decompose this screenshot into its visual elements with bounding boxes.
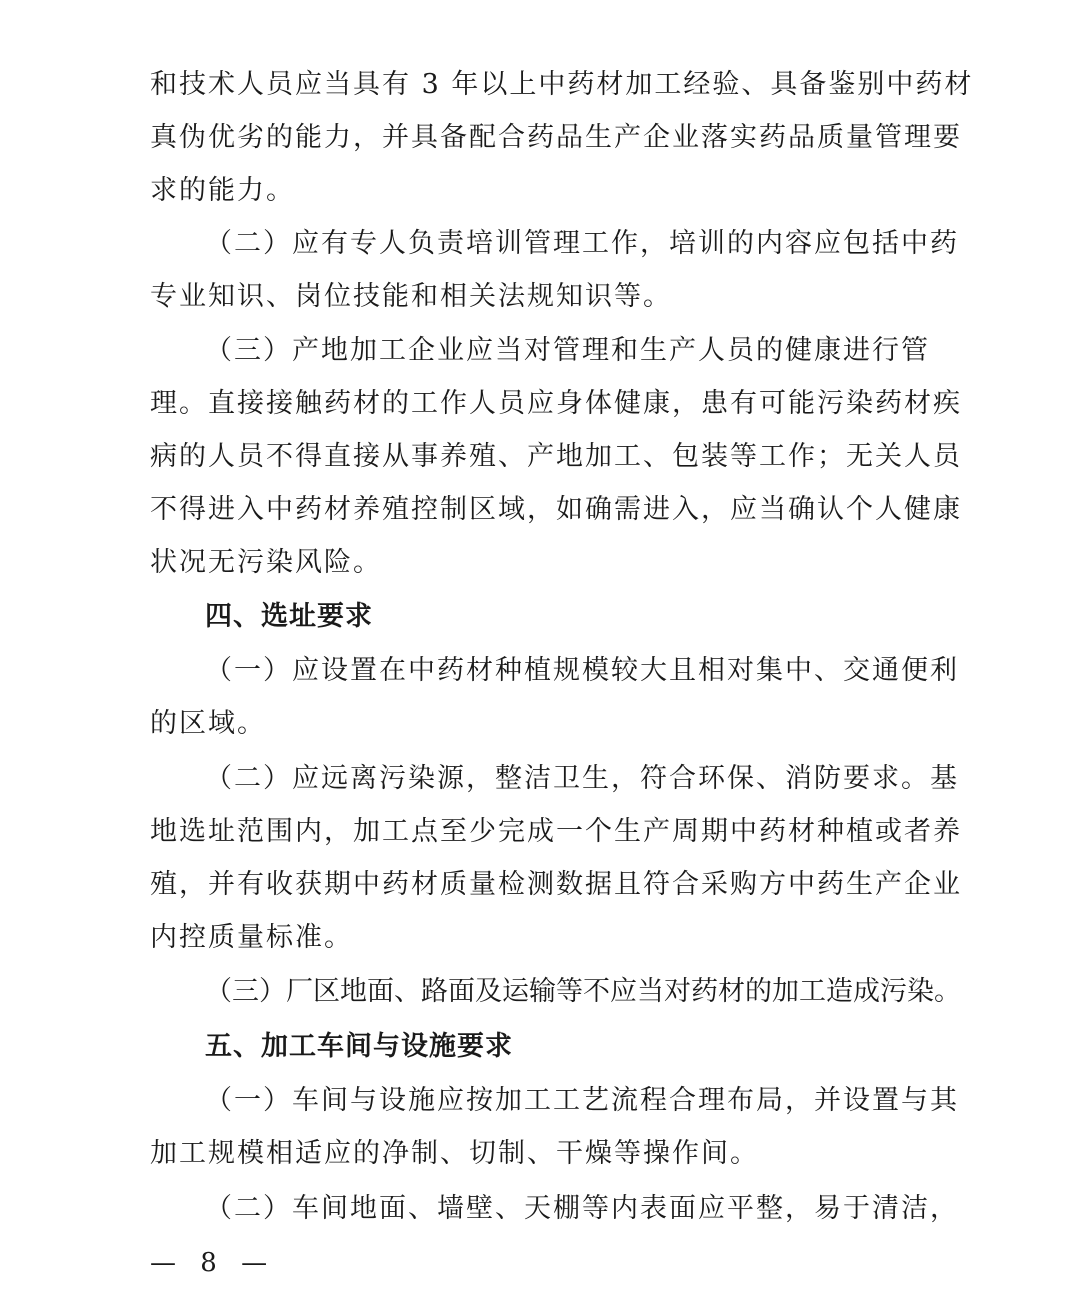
text-line: 专业知识、岗位技能和相关法规知识等。 [150,281,672,312]
text-line: 不得进入中药材养殖控制区域，如确需进入，应当确认个人健康 [150,494,962,525]
text-line: 地选址范围内，加工点至少完成一个生产周期中药材种植或者养 [150,816,962,847]
text-line: 的区域。 [150,708,266,739]
text-line: 加工规模相适应的净制、切制、干燥等操作间。 [150,1138,759,1169]
section-heading: 四、选址要求 [205,601,373,632]
text-line: 内控质量标准。 [150,922,353,953]
section-heading: 五、加工车间与设施要求 [205,1031,513,1062]
paragraph-start: （一）应设置在中药材种植规模较大且相对集中、交通便利 [205,655,959,686]
page-number: — 8 — [150,1248,276,1278]
paragraph-start: （二）车间地面、墙壁、天棚等内表面应平整，易于清洁， [205,1193,959,1224]
text-line: 状况无污染风险。 [150,547,382,578]
text-line: 和技术人员应当具有 3 年以上中药材加工经验、具备鉴别中药材 [150,69,974,100]
text-line: 理。直接接触药材的工作人员应身体健康，患有可能污染药材疾 [150,388,962,419]
paragraph-start: （三）产地加工企业应当对管理和生产人员的健康进行管 [205,335,930,366]
paragraph-start: （二）应远离污染源，整洁卫生，符合环保、消防要求。基 [205,763,959,794]
text-line: 病的人员不得直接从事养殖、产地加工、包装等工作；无关人员 [150,441,962,472]
paragraph-start: （三）厂区地面、路面及运输等不应当对药材的加工造成污染。 [205,976,961,1007]
paragraph-start: （二）应有专人负责培训管理工作，培训的内容应包括中药 [205,228,959,259]
text-line: 殖，并有收获期中药材质量检测数据且符合采购方中药生产企业 [150,869,962,900]
text-line: 真伪优劣的能力，并具备配合药品生产企业落实药品质量管理要 [150,122,962,153]
paragraph-start: （一）车间与设施应按加工工艺流程合理布局，并设置与其 [205,1085,959,1116]
text-line: 求的能力。 [150,175,295,206]
